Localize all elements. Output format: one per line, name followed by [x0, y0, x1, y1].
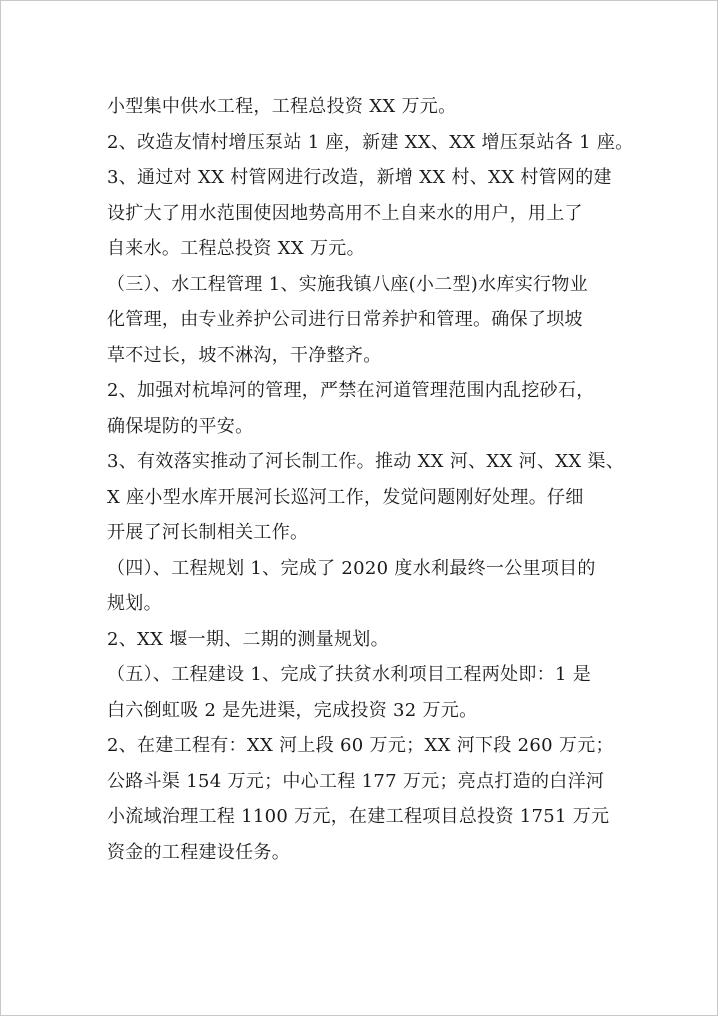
text-line: 小流域治理工程 1100 万元，在建工程项目总投资 1751 万元 — [107, 806, 610, 827]
text-line: 3、通过对 XX 村管网进行改造，新增 XX 村、XX 村管网的建 — [107, 167, 612, 188]
text-line: 资金的工程建设任务。 — [107, 841, 290, 863]
text-line: （五）、工程建设 1、完成了扶贫水利项目工程两处即：1 是 — [107, 664, 592, 685]
text-line: X 座小型水库开展河长巡河工作，发觉问题刚好处理。仔细 — [107, 486, 584, 508]
text-line: 2、在建工程有：XX 河上段 60 万元；XX 河下段 260 万元； — [107, 735, 614, 756]
text-line: 小型集中供水工程，工程总投资 XX 万元。 — [107, 96, 457, 117]
document-body — [107, 89, 634, 870]
text-line: （四）、工程规划 1、完成了 2020 度水利最终一公里项目的 — [107, 557, 596, 579]
text-line: （三）、水工程管理 1、实施我镇八座(小二型)水库实行物业 — [107, 273, 588, 295]
text-line: 自来水。工程总投资 XX 万元。 — [107, 238, 365, 259]
text-line: 2、加强对杭埠河的管理，严禁在河道管理范围内乱挖砂石， — [107, 380, 595, 401]
text-line: 化管理，由专业养护公司进行日常养护和管理。确保了坝坡 — [107, 309, 583, 330]
text-line: 规划。 — [107, 593, 162, 614]
text-line: 2、改造友情村增压泵站 1 座，新建 XX、XX 增压泵站各 1 座。 — [107, 131, 634, 153]
text-line: 公路斗渠 154 万元；中心工程 177 万元；亮点打造的白洋河 — [107, 770, 605, 792]
text-line: 确保堤防的平安。 — [107, 415, 254, 437]
text-line: 2、XX 堰一期、二期的测量规划。 — [107, 628, 389, 650]
text-line: 开展了河长制相关工作。 — [107, 522, 309, 543]
text-line: 草不过长，坡不淋沟，干净整齐。 — [107, 344, 382, 366]
text-line: 白六倒虹吸 2 是先进渠，完成投资 32 万元。 — [107, 699, 478, 721]
text-line: 3、有效落实推动了河长制工作。推动 XX 河、XX 河、XX 渠、 — [107, 451, 625, 472]
text-line: 设扩大了用水范围使因地势高用不上自来水的用户，用上了 — [107, 202, 583, 224]
